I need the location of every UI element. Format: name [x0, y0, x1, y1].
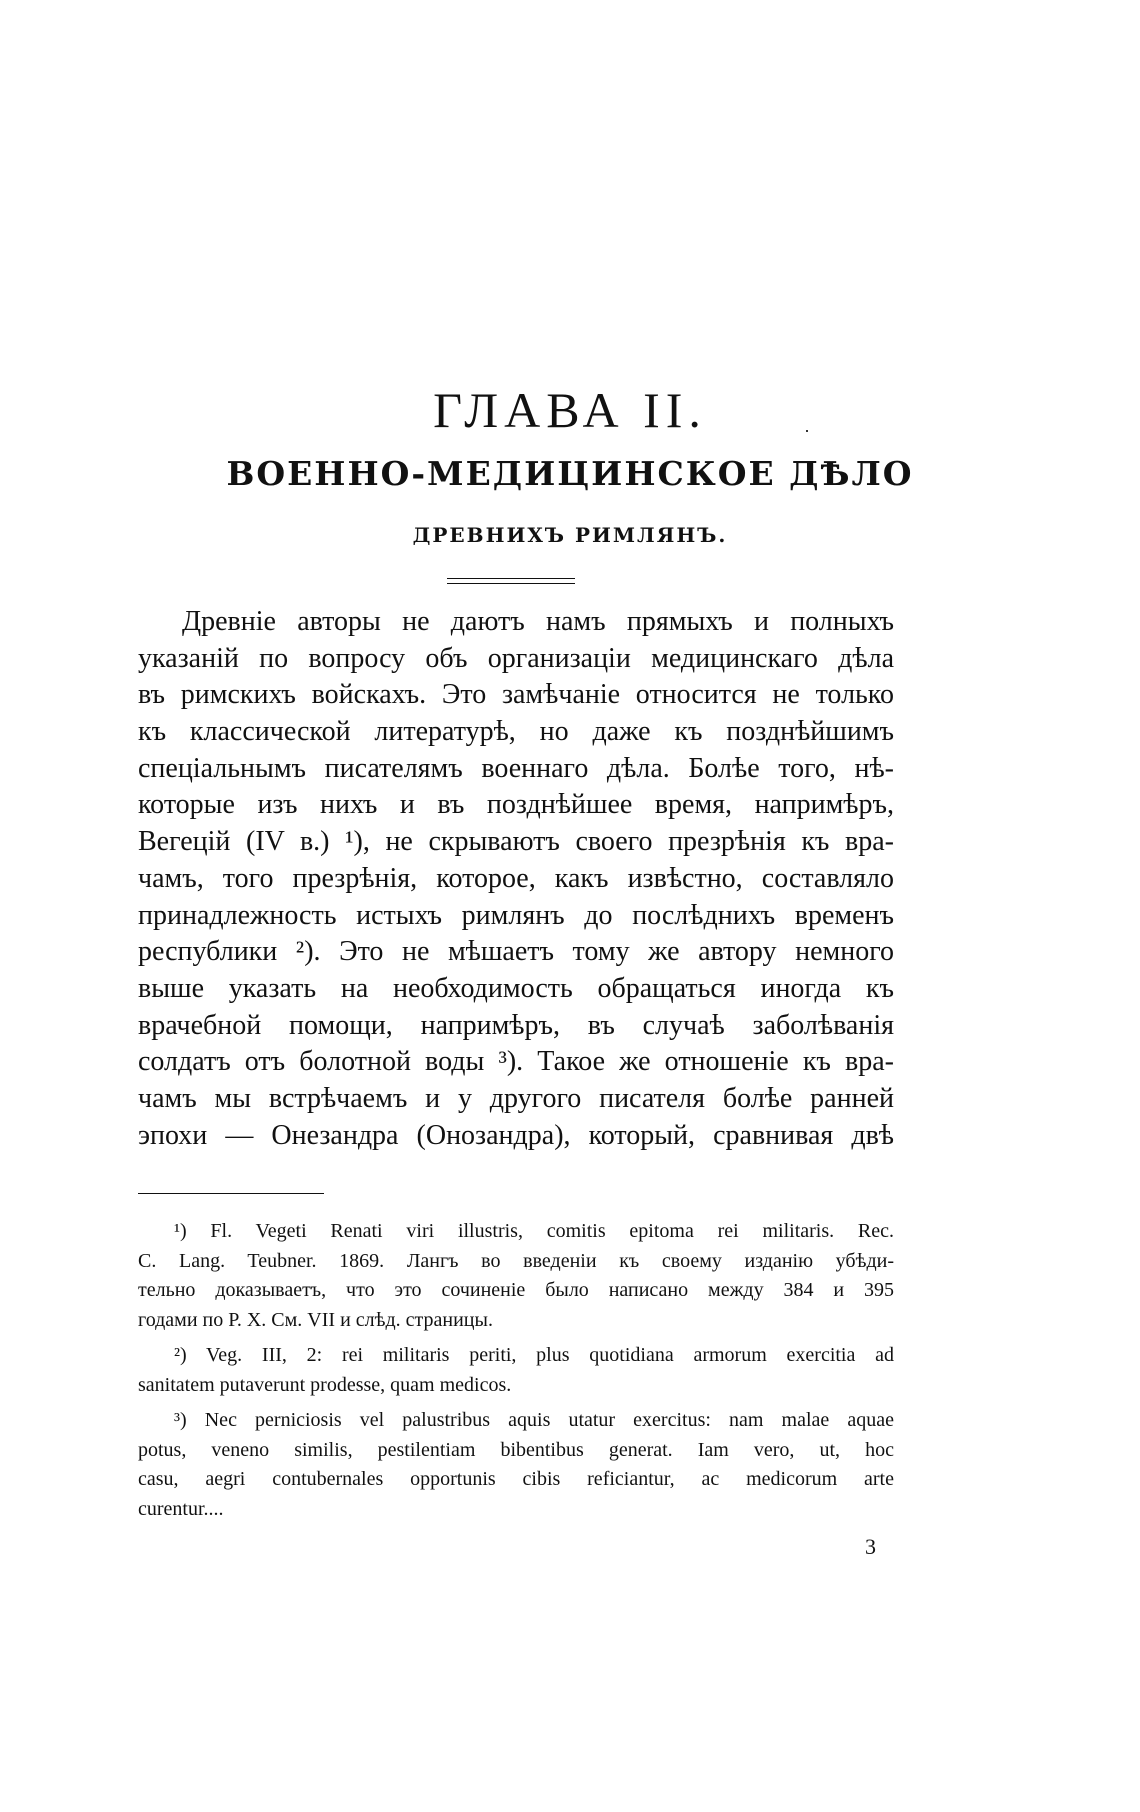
footnote-line: sanitatem putaverunt prodesse, quam medicos.	[138, 1373, 512, 1396]
chapter-subtitle: ДРЕВНИХЪ РИМЛЯНЪ.	[412, 523, 728, 547]
body-line: чамъ, того презрѣнія, которое, какъ извѣстно, составляло	[138, 862, 894, 894]
body-line: указаній по вопросу объ организаціи медицинскаго дѣла	[138, 642, 894, 674]
footnote-1	[138, 1217, 894, 1335]
body-line: врачебной помощи, напримѣръ, въ случаѣ заболѣванія	[138, 1009, 894, 1041]
body-line: эпохи — Онезандра (Онозандра), который, сравнивая двѣ	[138, 1119, 894, 1151]
body-line: которые изъ нихъ и въ позднѣйшее время, напримѣръ,	[138, 789, 894, 821]
chapter-title: ВОЕННО-МЕДИЦИНСКОЕ ДѢЛО	[226, 454, 914, 493]
body-line: къ классической литературѣ, но даже къ позднѣйшимъ	[138, 716, 894, 748]
footnote-line: casu, aegri contubernales opportunis cibis reficiantur, ac medicorum arte	[138, 1468, 894, 1490]
body-line: въ римскихъ войскахъ. Это замѣчаніе относится не только	[138, 679, 894, 711]
footnote-line: C. Lang. Teubner. 1869. Лангъ во введеніи къ своему изданію убѣди-	[138, 1249, 894, 1272]
body-line: Древніе авторы не даютъ намъ прямыхъ и полныхъ	[182, 606, 894, 637]
footnote-line: ¹) Fl. Vegeti Renati viri illustris, comitis epitoma rei militaris. Rec.	[174, 1220, 894, 1242]
footnote-3	[138, 1406, 894, 1524]
body-paragraph	[138, 604, 894, 1154]
body-line: солдатъ отъ болотной воды ³). Такое же отношеніе къ вра-	[138, 1046, 894, 1078]
footnote-line: curentur....	[138, 1497, 224, 1520]
footnote-line: тельно доказываетъ, что это сочиненіе было написано между 384 и 395	[138, 1279, 894, 1301]
body-line: Вегецій (IV в.) ¹), не скрываютъ своего презрѣнія къ вра-	[138, 826, 894, 858]
body-line: чамъ мы встрѣчаемъ и у другого писателя болѣе ранней	[138, 1082, 894, 1114]
footnote-2	[138, 1341, 894, 1400]
body-line: спеціальнымъ писателямъ военнаго дѣла. Болѣе того, нѣ-	[138, 752, 894, 784]
body-line: принадлежность истыхъ римлянъ до послѣднихъ временъ	[138, 899, 894, 931]
chapter-heading: ГЛАВА II.	[433, 382, 707, 438]
footnote-line: годами по Р. Х. См. VII и слѣд. страницы.	[138, 1308, 493, 1331]
footnote-line: ²) Veg. III, 2: rei militaris periti, plus quotidiana armorum exercitia ad	[174, 1344, 894, 1366]
footnote-line: potus, veneno similis, pestilentiam bibentibus generat. Iam vero, ut, hoc	[138, 1438, 894, 1461]
footnote-separator	[138, 1193, 324, 1194]
body-line: выше указать на необходимость обращаться иногда къ	[138, 972, 894, 1004]
page-number: 3	[865, 1534, 876, 1559]
footnote-line: ³) Nec perniciosis vel palustribus aquis utatur exercitus: nam malae aquae	[174, 1409, 894, 1431]
print-speck	[806, 430, 808, 432]
title-divider	[447, 578, 575, 584]
footnotes	[138, 1217, 894, 1524]
body-line: республики ²). Это не мѣшаетъ тому же автору немного	[138, 936, 894, 968]
